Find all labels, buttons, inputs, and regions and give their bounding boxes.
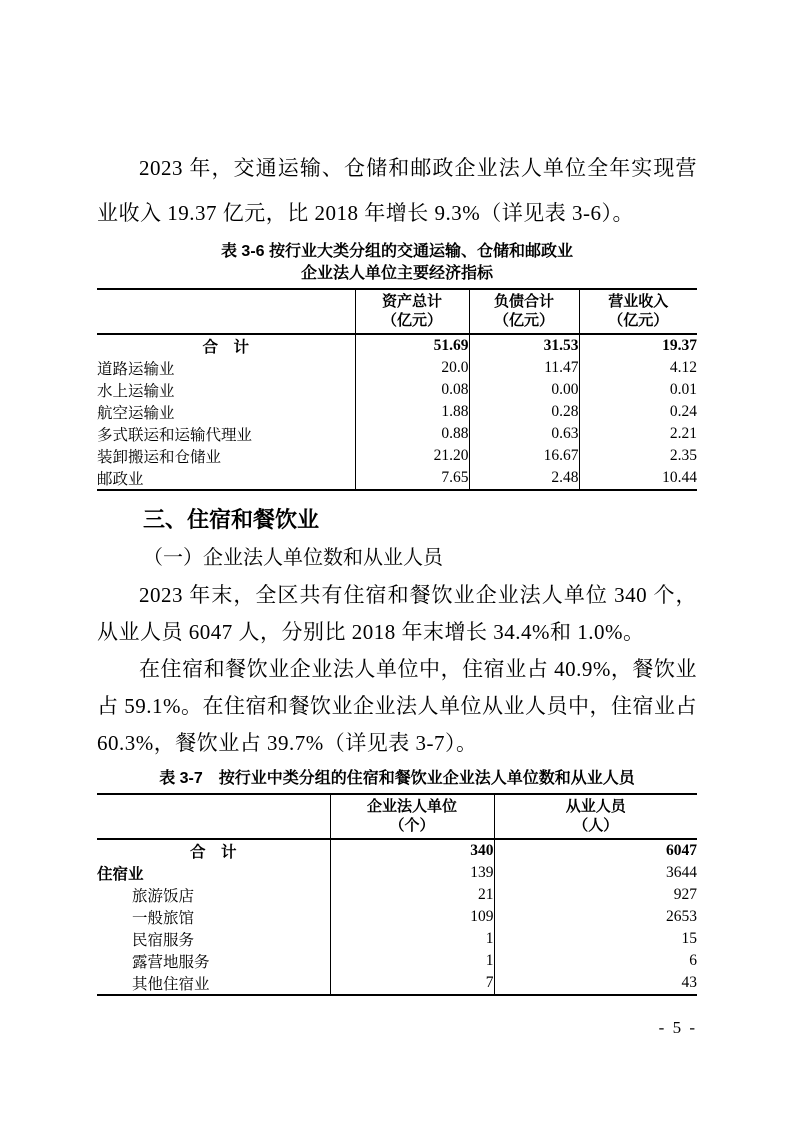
table-row <box>97 445 697 467</box>
row-label: 水上运输业 <box>97 383 175 400</box>
paragraph: 2023 年末，全区共有住宿和餐饮业企业法人单位 340 个，从业人员 6047 人，分别比 2018 年末增长 34.4%和 1.0%。 <box>97 583 697 644</box>
paragraph: 在住宿和餐饮业企业法人单位中，住宿业占 40.9%，餐饮业占 59.1%。在住宿和餐饮业企业法人单位从业人员中，住宿业占 60.3%，餐饮业占 39.7%（详见表 3-7）。 <box>97 657 697 755</box>
table-row-total <box>97 839 697 862</box>
cell-liabilities: 0.63 <box>469 423 579 445</box>
column-header-legal-units-label: 企业法人单位 <box>366 798 457 815</box>
column-header-revenue <box>579 289 697 334</box>
table-row <box>97 928 697 950</box>
cell-assets: 51.69 <box>355 334 469 357</box>
cell-assets: 20.0 <box>355 357 469 379</box>
row-label: 民宿服务 <box>132 932 195 949</box>
cell-liabilities: 31.53 <box>469 334 579 357</box>
cell-assets: 7.65 <box>355 467 469 490</box>
column-header-assets <box>355 289 469 334</box>
table-row <box>97 401 697 423</box>
cell-staff: 6047 <box>494 839 697 862</box>
cell-assets: 21.20 <box>355 445 469 467</box>
table-row <box>97 906 697 928</box>
table-3-7-title-line: 表 3-7 按行业中类分组的住宿和餐饮业企业法人单位数和从业人员 <box>159 770 635 787</box>
row-label: 旅游饭店 <box>132 888 195 905</box>
cell-liabilities: 0.00 <box>469 379 579 401</box>
table-row <box>97 467 697 490</box>
column-header-staff <box>494 794 697 839</box>
cell-staff: 3644 <box>494 862 697 884</box>
cell-staff: 2653 <box>494 906 697 928</box>
cell-revenue: 19.37 <box>579 334 697 357</box>
column-header-revenue-unit: （亿元） <box>608 312 669 329</box>
table-row <box>97 950 697 972</box>
column-header-legal-units-unit: （个） <box>389 817 435 834</box>
cell-liabilities: 2.48 <box>469 467 579 490</box>
cell-staff: 15 <box>494 928 697 950</box>
cell-liabilities: 11.47 <box>469 357 579 379</box>
table-3-7-title <box>97 768 697 790</box>
section-heading: 三、住宿和餐饮业 <box>143 507 320 532</box>
column-header-assets-label: 资产总计 <box>381 293 442 310</box>
row-label: 合 计 <box>202 339 249 356</box>
intro-paragraph: 2023 年，交通运输、仓储和邮政企业法人单位全年实现营业收入 19.37 亿元，比 2018 年增长 9.3%（详见表 3-6）。 <box>97 156 697 225</box>
row-label: 其他住宿业 <box>132 976 210 993</box>
row-label: 装卸搬运和仓储业 <box>97 449 222 466</box>
cell-units: 1 <box>330 928 494 950</box>
table-row <box>97 357 697 379</box>
table-row-total <box>97 334 697 357</box>
cell-units: 139 <box>330 862 494 884</box>
cell-staff: 6 <box>494 950 697 972</box>
header-empty <box>97 794 330 839</box>
column-header-revenue-label: 营业收入 <box>608 293 669 310</box>
table-3-6 <box>97 288 697 491</box>
cell-revenue: 4.12 <box>579 357 697 379</box>
cell-revenue: 2.35 <box>579 445 697 467</box>
cell-units: 21 <box>330 884 494 906</box>
table-3-6-title <box>97 241 697 285</box>
cell-revenue: 10.44 <box>579 467 697 490</box>
table-3-6-header-row <box>97 289 697 334</box>
cell-assets: 1.88 <box>355 401 469 423</box>
table-row-group <box>97 862 697 884</box>
row-label: 邮政业 <box>97 471 144 488</box>
column-header-legal-units <box>330 794 494 839</box>
column-header-liabilities-unit: （亿元） <box>493 312 554 329</box>
cell-units: 109 <box>330 906 494 928</box>
table-3-7-header-row <box>97 794 697 839</box>
row-label: 航空运输业 <box>97 405 175 422</box>
section-subheading: （一）企业法人单位数和从业人员 <box>143 547 443 569</box>
cell-staff: 927 <box>494 884 697 906</box>
column-header-staff-unit: （人） <box>573 817 619 834</box>
cell-staff: 43 <box>494 972 697 995</box>
row-label: 一般旅馆 <box>132 910 195 927</box>
row-label: 露营地服务 <box>132 954 210 971</box>
cell-assets: 0.88 <box>355 423 469 445</box>
row-label: 合 计 <box>189 844 237 861</box>
header-empty <box>97 289 355 334</box>
row-label: 住宿业 <box>97 866 144 883</box>
section-paragraphs <box>97 577 697 762</box>
table-3-6-title-line-2: 企业法人单位主要经济指标 <box>300 265 493 282</box>
page-content <box>97 146 697 996</box>
column-header-assets-unit: （亿元） <box>381 312 442 329</box>
table-row <box>97 972 697 995</box>
cell-units: 340 <box>330 839 494 862</box>
cell-revenue: 0.24 <box>579 401 697 423</box>
cell-assets: 0.08 <box>355 379 469 401</box>
table-row <box>97 884 697 906</box>
column-header-liabilities-label: 负债合计 <box>493 293 554 310</box>
table-3-6-title-line-1: 表 3-6 按行业大类分组的交通运输、仓储和邮政业 <box>220 243 574 260</box>
cell-liabilities: 16.67 <box>469 445 579 467</box>
column-header-liabilities <box>469 289 579 334</box>
cell-liabilities: 0.28 <box>469 401 579 423</box>
column-header-staff-label: 从业人员 <box>565 798 626 815</box>
page-number: - 5 - <box>658 1018 697 1037</box>
table-row <box>97 423 697 445</box>
cell-units: 1 <box>330 950 494 972</box>
cell-revenue: 2.21 <box>579 423 697 445</box>
cell-revenue: 0.01 <box>579 379 697 401</box>
table-row <box>97 379 697 401</box>
table-3-7 <box>97 793 697 996</box>
row-label: 多式联运和运输代理业 <box>97 427 253 444</box>
cell-units: 7 <box>330 972 494 995</box>
row-label: 道路运输业 <box>97 361 175 378</box>
